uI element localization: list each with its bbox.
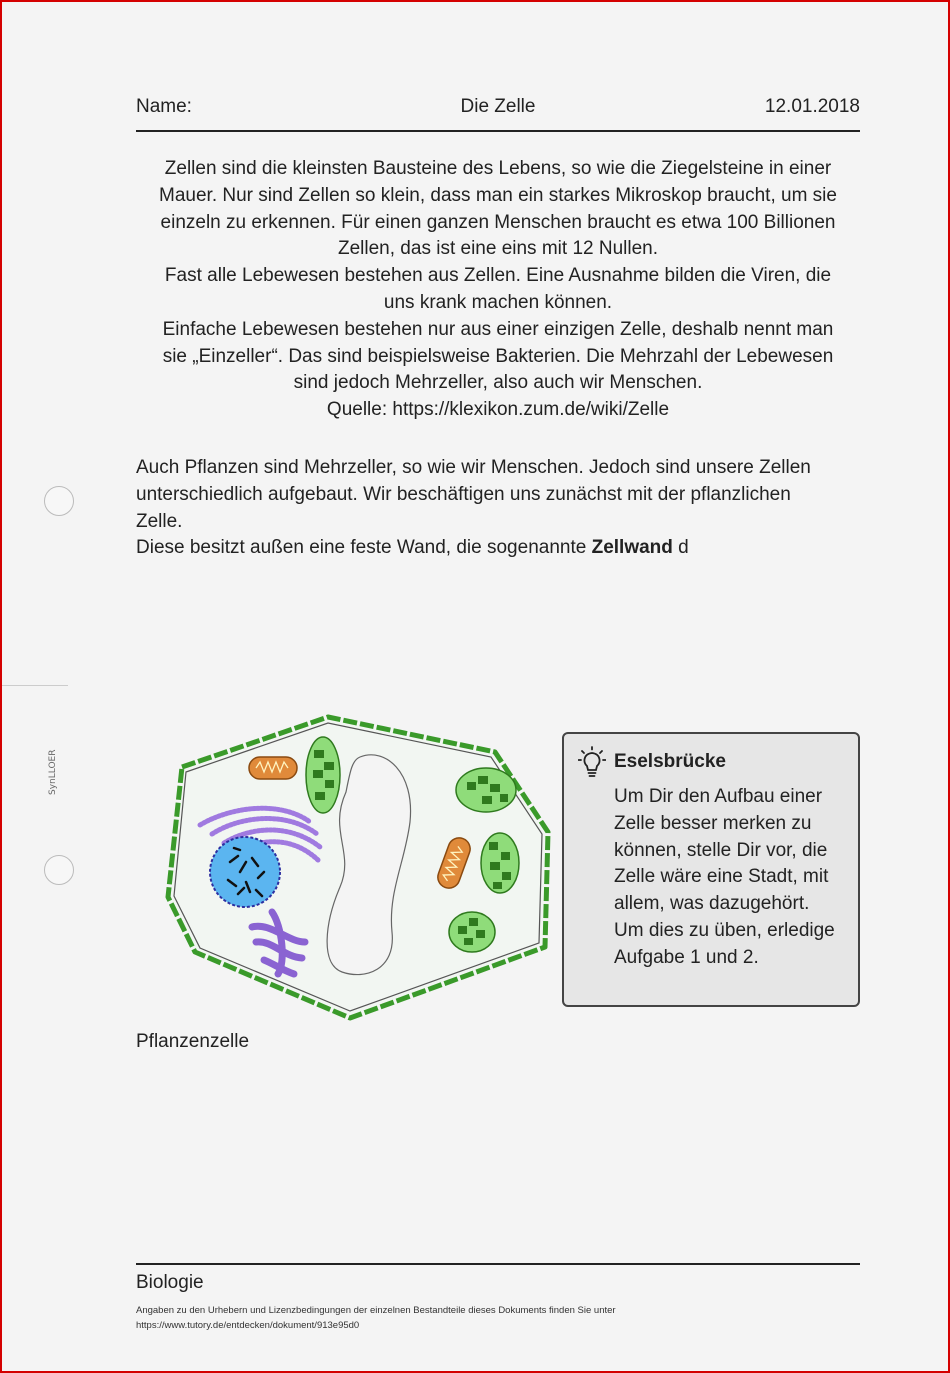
tip-title: Eselsbrücke [614, 751, 726, 772]
license-line: Angaben zu den Urhebern und Lizenzbedingungen der einzelnen Bestandteile dieses Dokuments finden Sie unter [136, 1305, 616, 1316]
intro-line: Zellen, das ist eine eins mit 12 Nullen. [338, 238, 658, 260]
intro-line: uns krank machen können. [383, 291, 613, 313]
intro-line: einzeln zu erkennen. Für einen ganzen Menschen braucht es etwa 100 Billionen [160, 211, 836, 233]
tip-line: allem, was dazugehört. [614, 893, 810, 915]
intro-line: Zellen sind die kleinsten Bausteine des Lebens, so wie die Ziegelsteine in einer [164, 158, 832, 179]
tip-line: Um dies zu üben, erledige [614, 919, 835, 941]
side-label: SynLLOER [48, 749, 58, 795]
paragraph-line: Auch Pflanzen sind Mehrzeller, so wie wir Menschen. Jedoch sind unsere Zellen [136, 457, 811, 478]
tip-box [562, 732, 860, 1007]
footer-subject: Biologie [136, 1272, 204, 1293]
worksheet-date: 12.01.2018 [764, 96, 860, 117]
tip-line: Zelle besser merken zu [614, 812, 812, 834]
chloroplast [456, 768, 516, 812]
source-line: Quelle: https://klexikon.zum.de/wiki/Zelle [326, 399, 670, 421]
term-zellwand: Zellwand [591, 537, 673, 559]
fold-mark [2, 685, 68, 686]
chloroplast [449, 912, 495, 952]
license-link[interactable]: https://www.tutory.de/entdecken/dokument/913e95d0 [136, 1320, 360, 1331]
intro-line: Einfache Lebewesen bestehen nur aus einer einzigen Zelle, deshalb nennt man [162, 318, 834, 340]
plant-cell-illustration [160, 712, 555, 1024]
punch-hole [44, 486, 74, 516]
paragraph-line: unterschiedlich aufgebaut. Wir beschäftigen uns zunächst mit der pflanzlichen [136, 483, 791, 505]
license-note [136, 1303, 860, 1333]
intro-line: Mauer. Nur sind Zellen so klein, dass man ein starkes Mikroskop braucht, um sie [159, 184, 837, 206]
nucleus [210, 837, 280, 907]
worksheet-header [136, 94, 860, 132]
worksheet-title: Die Zelle [460, 96, 536, 117]
intro-line: Fast alle Lebewesen bestehen aus Zellen. Eine Ausnahme bilden die Viren, die [164, 265, 832, 287]
paragraph-text: d [672, 537, 689, 559]
chloroplast [481, 833, 519, 893]
paragraph-line [136, 535, 860, 562]
tip-text [614, 784, 854, 972]
tip-line: Um Dir den Aufbau einer [614, 786, 823, 807]
paragraph-line: Zelle. [136, 510, 183, 532]
mitochondrion [249, 757, 297, 779]
lightbulb-icon [578, 746, 606, 778]
footer-divider [136, 1263, 860, 1265]
plant-cell-paragraph [136, 455, 860, 562]
name-label: Name: [136, 96, 192, 117]
tip-line: Zelle wäre eine Stadt, mit [614, 866, 829, 888]
paragraph-text: Diese besitzt außen eine feste Wand, die sogenannte [136, 537, 592, 559]
intro-paragraph [136, 156, 860, 424]
chloroplast [306, 737, 340, 813]
intro-line: sind jedoch Mehrzeller, also auch wir Menschen. [293, 372, 703, 394]
intro-line: sie „Einzeller“. Das sind beispielsweise Bakterien. Die Mehrzahl der Lebewesen [162, 345, 834, 367]
figure-caption: Pflanzenzelle [136, 1031, 250, 1052]
tip-line: Aufgabe 1 und 2. [614, 946, 759, 968]
punch-hole [44, 855, 74, 885]
tip-line: können, stelle Dir vor, die [614, 839, 828, 861]
